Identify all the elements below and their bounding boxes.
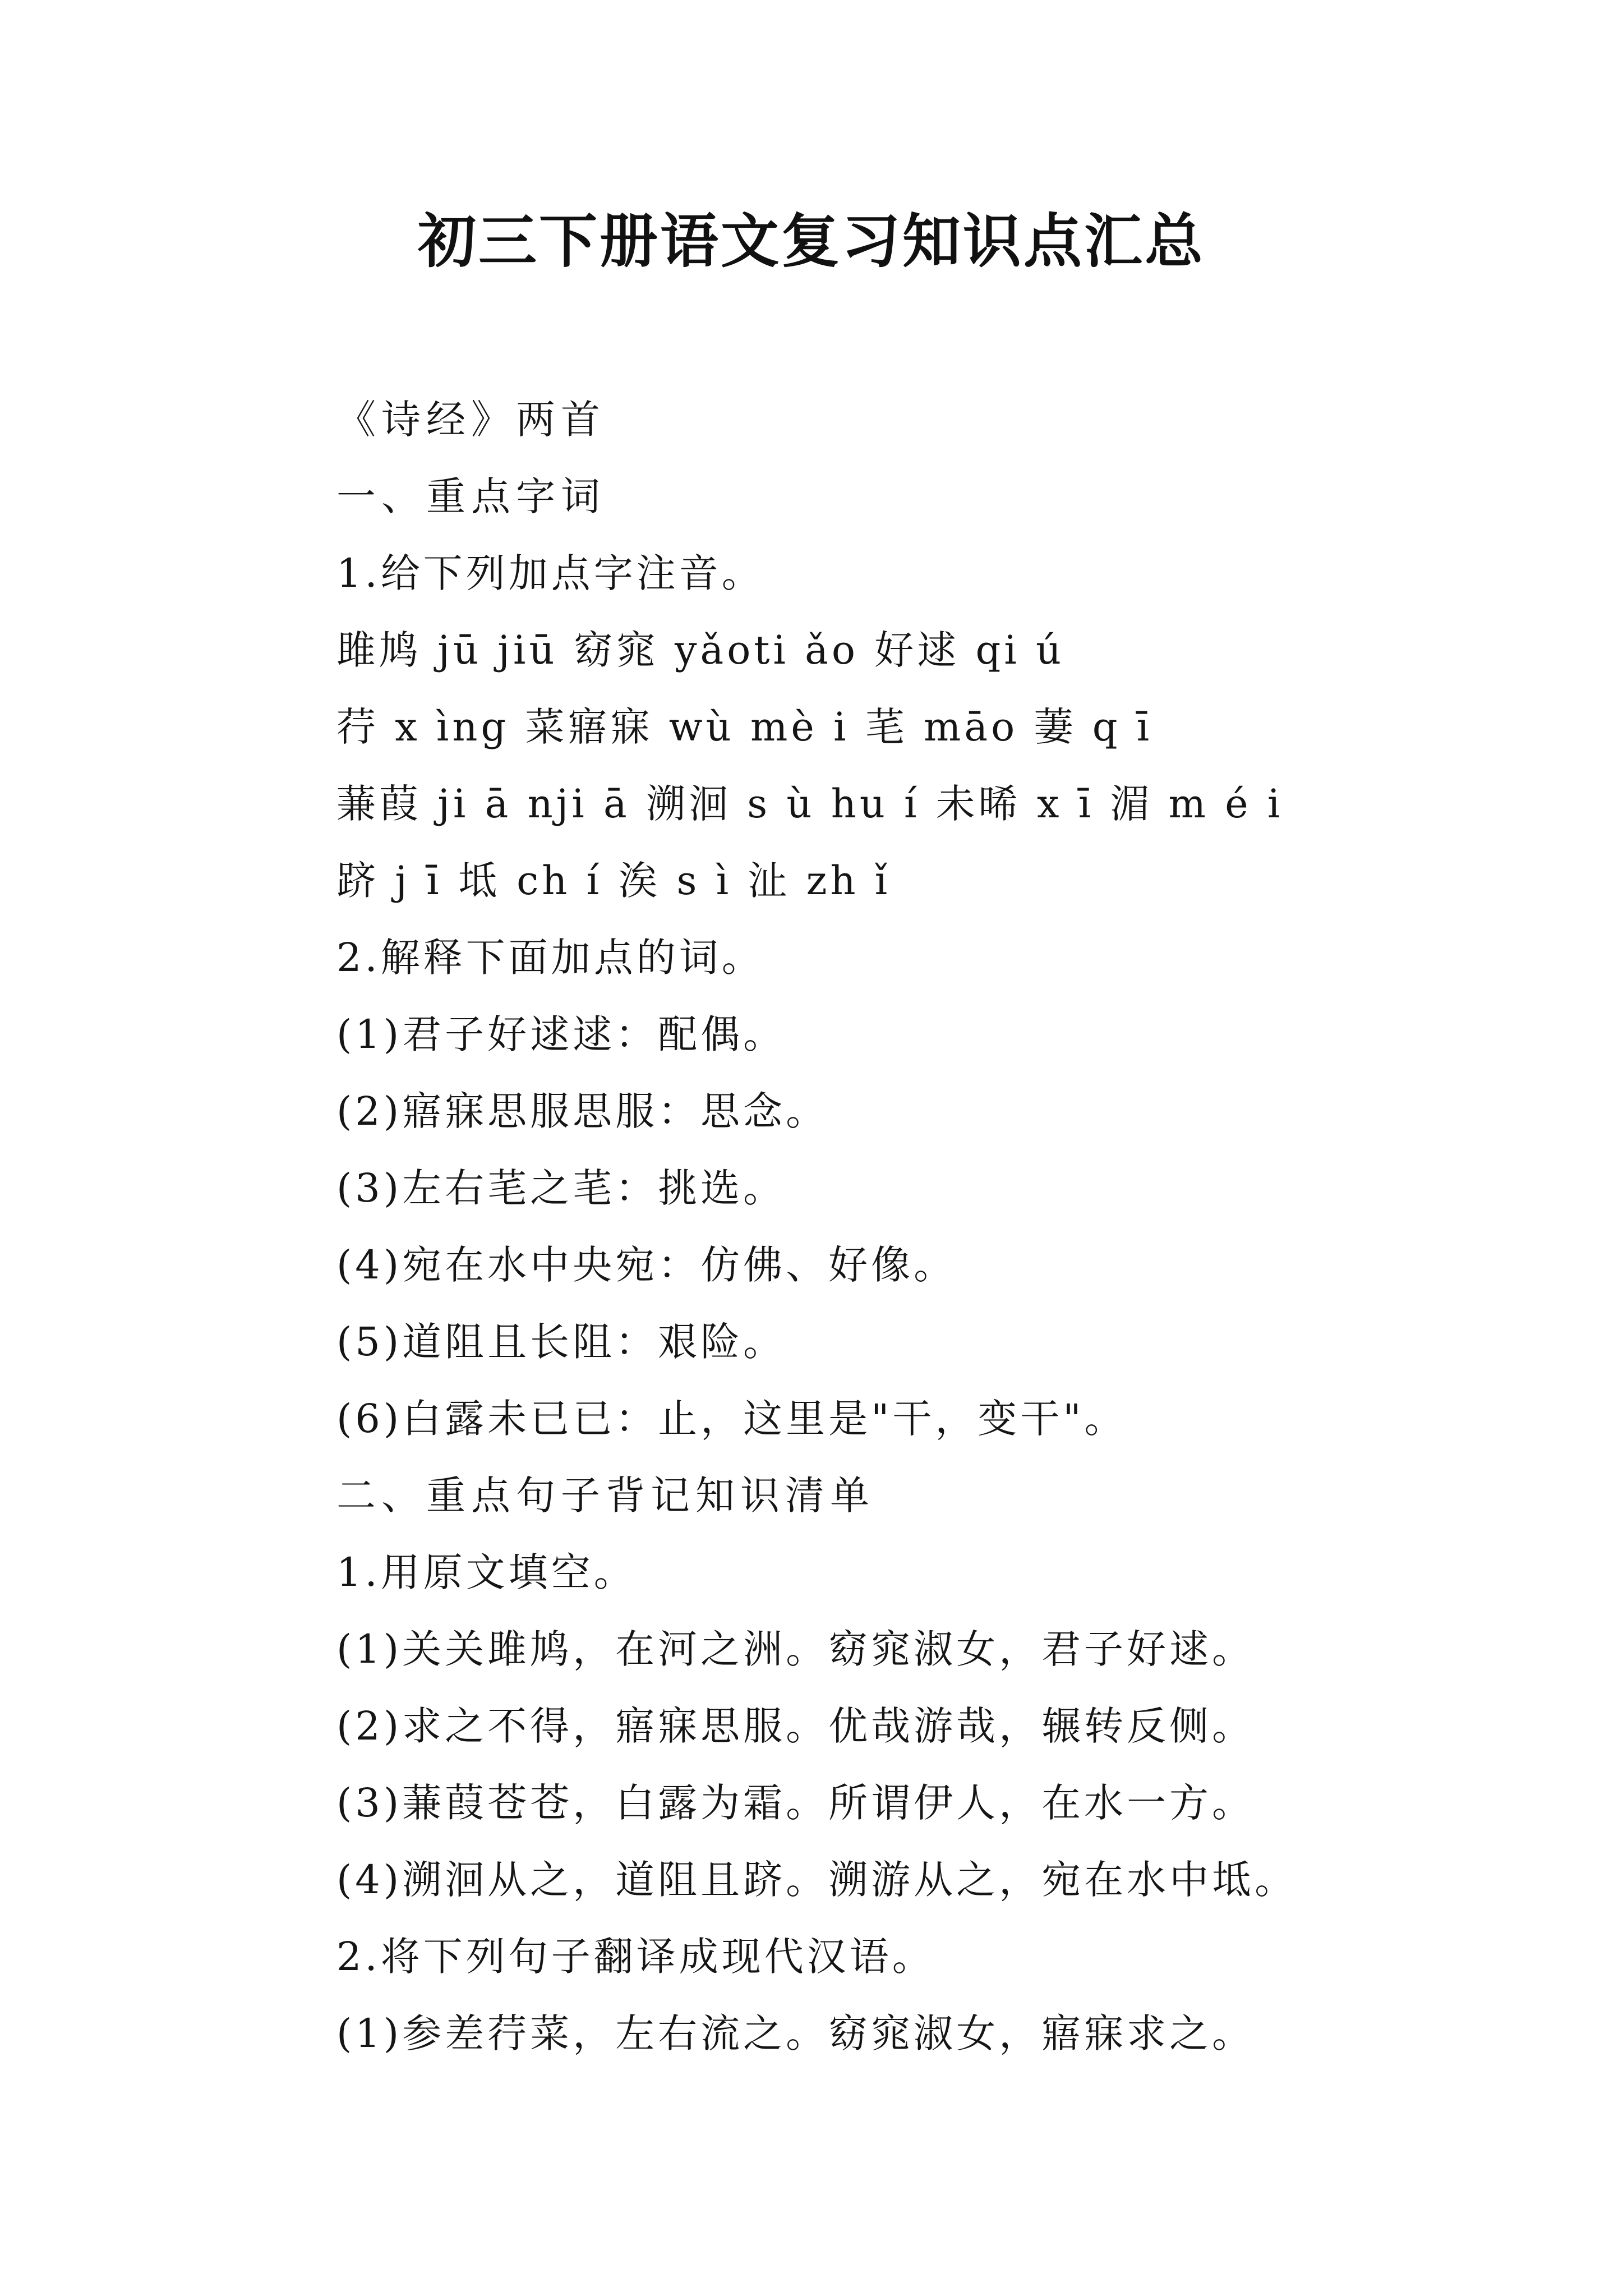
pinyin-line: 雎鸠 jū jiū 窈窕 yǎoti ǎo 好逑 qi ú (336, 627, 1065, 673)
explanation-item: (6)白露未已已：止，这里是"干，变干"。 (336, 1396, 1127, 1442)
pinyin-line: 蒹葭 ji ā nji ā 溯洄 s ù hu í 未晞 x ī 湄 m é i (336, 781, 1284, 827)
document-body (336, 381, 1514, 2072)
document-title: 初三下册语文复习知识点汇总 (417, 206, 1205, 275)
explanation-item: (2)寤寐思服思服：思念。 (336, 1088, 829, 1134)
fill-in-item: (4)溯洄从之，道阻且跻。溯游从之，宛在水中坻。 (336, 1857, 1298, 1903)
question-explain-words: 2.解释下面加点的词。 (336, 935, 764, 981)
fill-in-item: (3)蒹葭苍苍，白露为霜。所谓伊人，在水一方。 (336, 1780, 1255, 1826)
translate-item: (1)参差荇菜，左右流之。窈窕淑女，寤寐求之。 (336, 2010, 1255, 2056)
explanation-item: (5)道阻且长阻：艰险。 (336, 1319, 786, 1365)
fill-in-item: (2)求之不得，寤寐思服。优哉游哉，辗转反侧。 (336, 1703, 1255, 1749)
section-heading-key-sentences: 二、重点句子背记知识清单 (336, 1473, 875, 1519)
pinyin-line: 跻 j ī 坻 ch í 涘 s ì 沚 zh ǐ (336, 858, 891, 904)
explanation-item: (3)左右芼之芼：挑选。 (336, 1165, 786, 1211)
fill-in-item: (1)关关雎鸠，在河之洲。窈窕淑女，君子好逑。 (336, 1626, 1255, 1672)
question-pinyin: 1.给下列加点字注音。 (336, 550, 764, 596)
explanation-item: (4)宛在水中央宛：仿佛、好像。 (336, 1242, 957, 1288)
pinyin-line: 荇 x ìng 菜寤寐 wù mè i 芼 māo 萋 q ī (336, 704, 1153, 750)
question-translate: 2.将下列句子翻译成现代汉语。 (336, 1934, 935, 1980)
explanation-item: (1)君子好逑逑：配偶。 (336, 1011, 786, 1057)
section-poem-title: 《诗经》两首 (336, 397, 606, 443)
question-fill-in: 1.用原文填空。 (336, 1549, 637, 1595)
section-heading-key-words: 一、重点字词 (336, 473, 606, 519)
